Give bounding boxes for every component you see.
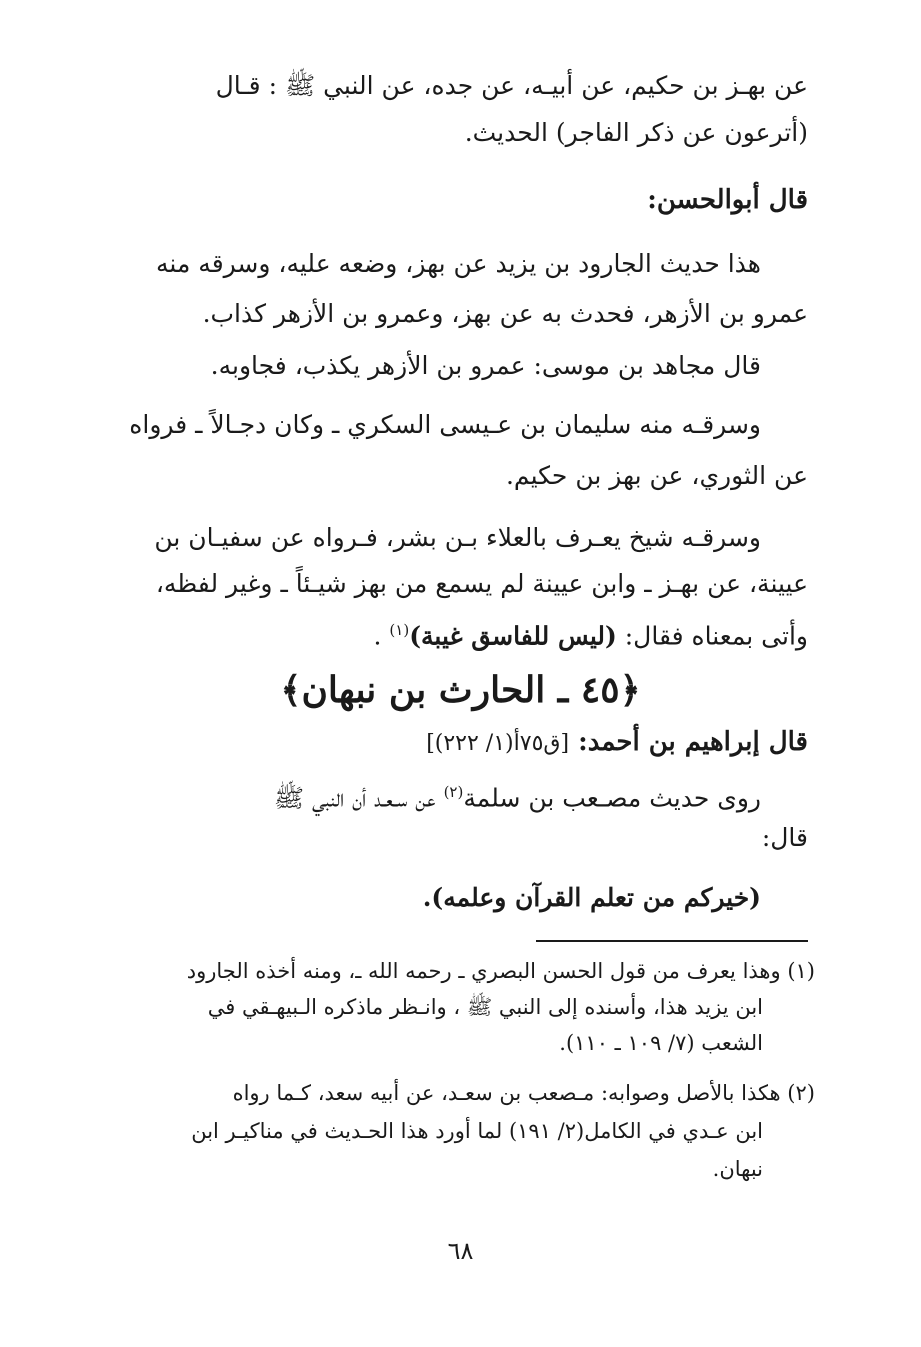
footnote-divider [536, 940, 808, 942]
heading-text: قال إبراهيم بن أحمد: [569, 727, 808, 757]
text-line: عن بهـز بن حكيم، عن أبيـه، عن جده، عن النبي ﷺ : قـال [215, 71, 808, 100]
footnote-line: نبهان. [712, 1157, 763, 1181]
text-line: عن الثوري، عن بهز بن حكيم. [505, 461, 808, 490]
page-number: ٦٨ [447, 1237, 474, 1265]
footnote-line: ابن يزيد هذا، وأسنده إلى النبي ﷺ ، وانـظر ماذكره الـبيهـقي في [207, 995, 763, 1019]
text-line [374, 610, 809, 656]
text-line: وسرقـه شيخ يعـرف بالعلاء بـن بشر، فـرواه عن سفيـان بن [154, 523, 761, 552]
footnote-line: (١) وهذا يعرف من قول الحسن البصري ـ رحمه الله ـ، ومنه أخذه الجارود [186, 959, 815, 983]
text-span: . [373, 621, 390, 651]
manuscript-reference: [ق٧٥أ(١/ ٢٢٢)] [426, 731, 570, 756]
footnote-line: (٢) هكذا بالأصل وصوابه: مـصعب بن سعـد، عن أبيه سعد، كـما رواه [232, 1081, 815, 1105]
text-span: روى حديث مصـعب بن سلمة [463, 783, 761, 813]
text-span: عن سـعـد أن النبي ﷺ [273, 783, 444, 813]
text-span: وأتى بمعناه فقال: [616, 621, 808, 651]
section-heading: قال أبوالحسن: [647, 185, 808, 215]
text-line: (أترعون عن ذكر الفاجر) الحديث. [464, 118, 808, 147]
quoted-hadith: (ليس للفاسق غيبة) [409, 621, 617, 651]
text-line [274, 772, 761, 818]
text-line: هذا حديث الجارود بن يزيد عن بهز، وضعه عليه، وسرقه منه [156, 249, 761, 278]
text-line: عمرو بن الأزهر، فحدث به عن بهز، وعمرو بن الأزهر كذاب. [202, 299, 808, 328]
footnote-ref[interactable]: (١) [389, 621, 410, 639]
quoted-hadith: (خيركم من تعلم القرآن وعلمه). [422, 883, 761, 912]
section-heading [426, 722, 808, 764]
footnote-line: ابن عـدي في الكامل(٢/ ١٩١) لما أورد هذا الحـديث في مناكيـر ابن [191, 1119, 763, 1143]
section-title: ﴿٤٥ ـ الحارث بن نبهان﴾ [280, 669, 641, 711]
text-line: قال مجاهد بن موسى: عمرو بن الأزهر يكذب، فجاوبه. [210, 351, 761, 380]
text-line: وسرقـه منه سليمان بن عـيسى السكري ـ وكان دجـالاً ـ فرواه [129, 410, 761, 439]
footnote-line: الشعب (٧/ ١٠٩ ـ ١١٠). [559, 1031, 763, 1055]
footnote-ref[interactable]: (٢) [443, 783, 464, 801]
text-line: قال: [761, 823, 808, 852]
text-line: عيينة، عن بهـز ـ وابن عيينة لم يسمع من بهز شيـئاً ـ وغير لفظه، [155, 569, 808, 598]
